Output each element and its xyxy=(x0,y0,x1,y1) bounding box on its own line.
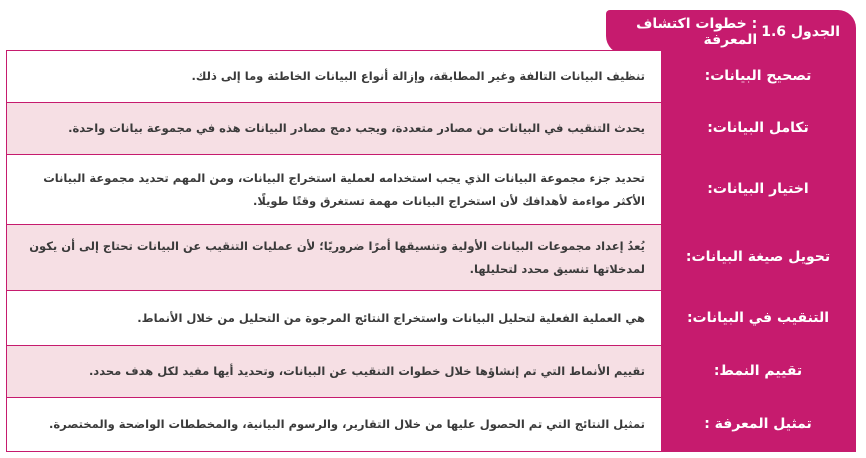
table-title xyxy=(606,10,856,54)
table-row xyxy=(7,102,855,154)
step-label: اختيار البيانات: xyxy=(661,155,855,224)
step-label: تقييم النمط: xyxy=(661,346,855,397)
table-title-text: : خطوات اكتشاف المعرفة xyxy=(636,16,758,48)
step-description: يحدث التنقيب في البيانات من مصادر متعددة، ويجب دمج مصادر البيانات هذه في مجموعة بيانات واحدة. xyxy=(7,103,661,154)
table-row xyxy=(7,154,855,224)
table-row xyxy=(7,51,855,102)
step-description: هي العملية الفعلية لتحليل البيانات واستخراج النتائج المرجوة من التحليل من خلال الأنماط. xyxy=(7,291,661,345)
table-row xyxy=(7,290,855,345)
table-title-prefix: الجدول xyxy=(790,24,840,40)
step-description: يُعدُ إعداد مجموعات البيانات الأولية وتنسيقها أمرًا ضروريًا؛ لأن عمليات التنقيب عن البيانات تحتاج إلى أن يكون لمدخلاتها تنسيق محدد لتحليلها. xyxy=(7,225,661,290)
table-title-number: 1.6 xyxy=(761,24,787,40)
step-description: تقييم الأنماط التي تم إنشاؤها خلال خطوات التنقيب عن البيانات، وتحديد أيها مفيد لكل هدف محدد. xyxy=(7,346,661,397)
step-description: تنظيف البيانات التالفة وغير المطابقة، وإزالة أنواع البيانات الخاطئة وما إلى ذلك. xyxy=(7,51,661,102)
step-label: التنقيب في البيانات: xyxy=(661,291,855,345)
step-label: تمثيل المعرفة : xyxy=(661,398,855,451)
table-row xyxy=(7,224,855,290)
table-row xyxy=(7,397,855,451)
step-description: تحديد جزء مجموعة البيانات الذي يجب استخدامه لعملية استخراج البيانات، ومن المهم تحديد مجموعة البيانات الأكثر مواءمة لأهدافك لأن استخراج البيانات مهمة تستغرق وقتًا طويلًا. xyxy=(7,155,661,224)
knowledge-discovery-steps-table xyxy=(6,50,856,452)
step-description: تمثيل النتائج التي تم الحصول عليها من خلال التقارير، والرسوم البيانية، والمخططات الواضحة والمختصرة. xyxy=(7,398,661,451)
step-label: تصحيح البيانات: xyxy=(661,51,855,102)
step-label: تكامل البيانات: xyxy=(661,103,855,154)
step-label: تحويل صيغة البيانات: xyxy=(661,225,855,290)
table-row xyxy=(7,345,855,397)
